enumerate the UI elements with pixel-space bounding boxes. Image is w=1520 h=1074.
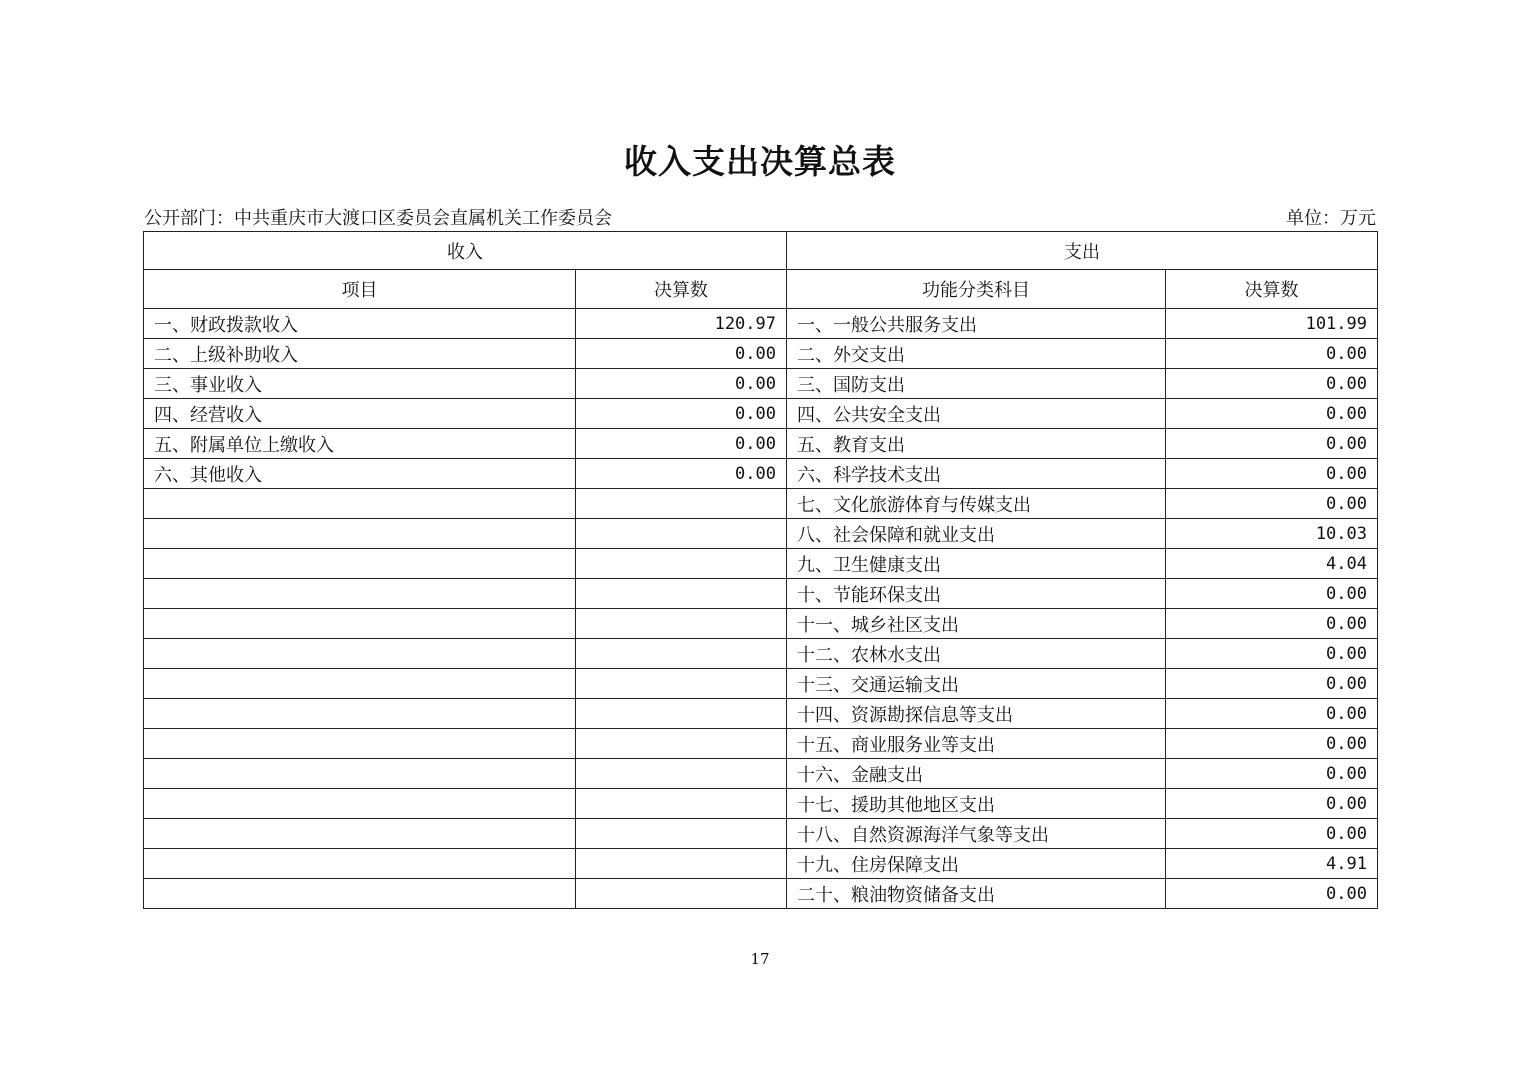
table-row: [144, 609, 1378, 639]
expense-amount-cell: 0.00: [1166, 699, 1378, 729]
department-label: 公开部门：中共重庆市大渡口区委员会直属机关工作委员会: [144, 208, 612, 229]
table-row: [144, 639, 1378, 669]
income-item-cell: 四、经营收入: [144, 399, 576, 429]
table-row: [144, 309, 1378, 339]
income-item-cell: [144, 519, 576, 549]
expense-item-cell: 二十、粮油物资储备支出: [787, 879, 1166, 909]
income-header: 收入: [144, 232, 787, 270]
header-row-columns: [144, 270, 1378, 309]
table-row: [144, 849, 1378, 879]
expense-item-cell: 一、一般公共服务支出: [787, 309, 1166, 339]
table-row: [144, 729, 1378, 759]
expense-item-cell: 二、外交支出: [787, 339, 1166, 369]
income-item-cell: [144, 579, 576, 609]
income-amount-cell: [576, 579, 787, 609]
expense-amount-cell: 0.00: [1166, 489, 1378, 519]
income-amount-cell: [576, 849, 787, 879]
table-row: [144, 879, 1378, 909]
income-item-cell: [144, 789, 576, 819]
income-amount-cell: [576, 789, 787, 819]
table-row: [144, 339, 1378, 369]
expense-item-cell: 四、公共安全支出: [787, 399, 1166, 429]
expense-item-cell: 十一、城乡社区支出: [787, 609, 1166, 639]
table-row: [144, 699, 1378, 729]
header-row-group: [144, 232, 1378, 270]
expense-amount-cell: 0.00: [1166, 339, 1378, 369]
income-item-cell: 二、上级补助收入: [144, 339, 576, 369]
expense-amount-cell: 0.00: [1166, 669, 1378, 699]
table-row: [144, 819, 1378, 849]
expense-item-cell: 十六、金融支出: [787, 759, 1166, 789]
income-item-cell: 一、财政拨款收入: [144, 309, 576, 339]
income-item-cell: [144, 699, 576, 729]
income-amount-cell: [576, 609, 787, 639]
expense-amount-cell: 0.00: [1166, 759, 1378, 789]
income-item-cell: [144, 489, 576, 519]
expense-amount-cell: 0.00: [1166, 399, 1378, 429]
income-amount-cell: [576, 549, 787, 579]
expense-header: 支出: [787, 232, 1378, 270]
income-item-cell: [144, 759, 576, 789]
income-item-cell: 五、附属单位上缴收入: [144, 429, 576, 459]
table-row: [144, 429, 1378, 459]
expense-item-cell: 十、节能环保支出: [787, 579, 1166, 609]
income-amount-header: 决算数: [576, 270, 787, 309]
income-item-header: 项目: [144, 270, 576, 309]
unit-label: 单位：万元: [1286, 208, 1376, 229]
expense-item-cell: 九、卫生健康支出: [787, 549, 1166, 579]
income-amount-cell: [576, 699, 787, 729]
table-row: [144, 489, 1378, 519]
expense-amount-cell: 4.91: [1166, 849, 1378, 879]
expense-amount-cell: 0.00: [1166, 459, 1378, 489]
table-row: [144, 669, 1378, 699]
income-item-cell: [144, 639, 576, 669]
expense-item-cell: 六、科学技术支出: [787, 459, 1166, 489]
expense-amount-cell: 0.00: [1166, 579, 1378, 609]
income-item-cell: [144, 849, 576, 879]
income-amount-cell: [576, 519, 787, 549]
expense-item-cell: 十七、援助其他地区支出: [787, 789, 1166, 819]
income-item-cell: 六、其他收入: [144, 459, 576, 489]
expense-amount-cell: 0.00: [1166, 789, 1378, 819]
income-amount-cell: 0.00: [576, 399, 787, 429]
expense-item-cell: 十四、资源勘探信息等支出: [787, 699, 1166, 729]
expense-item-cell: 七、文化旅游体育与传媒支出: [787, 489, 1166, 519]
income-amount-cell: 0.00: [576, 369, 787, 399]
income-item-cell: [144, 669, 576, 699]
expense-amount-cell: 0.00: [1166, 369, 1378, 399]
expense-amount-cell: 4.04: [1166, 549, 1378, 579]
table-row: [144, 369, 1378, 399]
table-row: [144, 759, 1378, 789]
expense-item-cell: 十九、住房保障支出: [787, 849, 1166, 879]
expense-item-header: 功能分类科目: [787, 270, 1166, 309]
income-amount-cell: 0.00: [576, 339, 787, 369]
expense-item-cell: 十二、农林水支出: [787, 639, 1166, 669]
page-title: 收入支出决算总表: [624, 142, 896, 181]
expense-amount-cell: 0.00: [1166, 879, 1378, 909]
expense-item-cell: 八、社会保障和就业支出: [787, 519, 1166, 549]
expense-amount-cell: 0.00: [1166, 429, 1378, 459]
income-item-cell: [144, 549, 576, 579]
income-amount-cell: [576, 879, 787, 909]
expense-item-cell: 十八、自然资源海洋气象等支出: [787, 819, 1166, 849]
budget-table: [143, 231, 1378, 909]
income-item-cell: [144, 879, 576, 909]
expense-amount-cell: 0.00: [1166, 639, 1378, 669]
income-item-cell: [144, 609, 576, 639]
table-row: [144, 549, 1378, 579]
expense-amount-cell: 10.03: [1166, 519, 1378, 549]
expense-item-cell: 五、教育支出: [787, 429, 1166, 459]
expense-amount-header: 决算数: [1166, 270, 1378, 309]
income-amount-cell: 0.00: [576, 459, 787, 489]
table-row: [144, 459, 1378, 489]
income-item-cell: [144, 819, 576, 849]
expense-item-cell: 三、国防支出: [787, 369, 1166, 399]
income-amount-cell: 0.00: [576, 429, 787, 459]
expense-amount-cell: 101.99: [1166, 309, 1378, 339]
expense-amount-cell: 0.00: [1166, 819, 1378, 849]
income-amount-cell: [576, 729, 787, 759]
table-row: [144, 789, 1378, 819]
expense-amount-cell: 0.00: [1166, 729, 1378, 759]
table-row: [144, 399, 1378, 429]
table-row: [144, 579, 1378, 609]
expense-item-cell: 十五、商业服务业等支出: [787, 729, 1166, 759]
income-amount-cell: [576, 639, 787, 669]
income-item-cell: [144, 729, 576, 759]
income-amount-cell: [576, 669, 787, 699]
income-amount-cell: 120.97: [576, 309, 787, 339]
page-number: 17: [750, 950, 770, 968]
table-row: [144, 519, 1378, 549]
expense-item-cell: 十三、交通运输支出: [787, 669, 1166, 699]
expense-amount-cell: 0.00: [1166, 609, 1378, 639]
income-amount-cell: [576, 759, 787, 789]
income-item-cell: 三、事业收入: [144, 369, 576, 399]
income-amount-cell: [576, 489, 787, 519]
income-amount-cell: [576, 819, 787, 849]
